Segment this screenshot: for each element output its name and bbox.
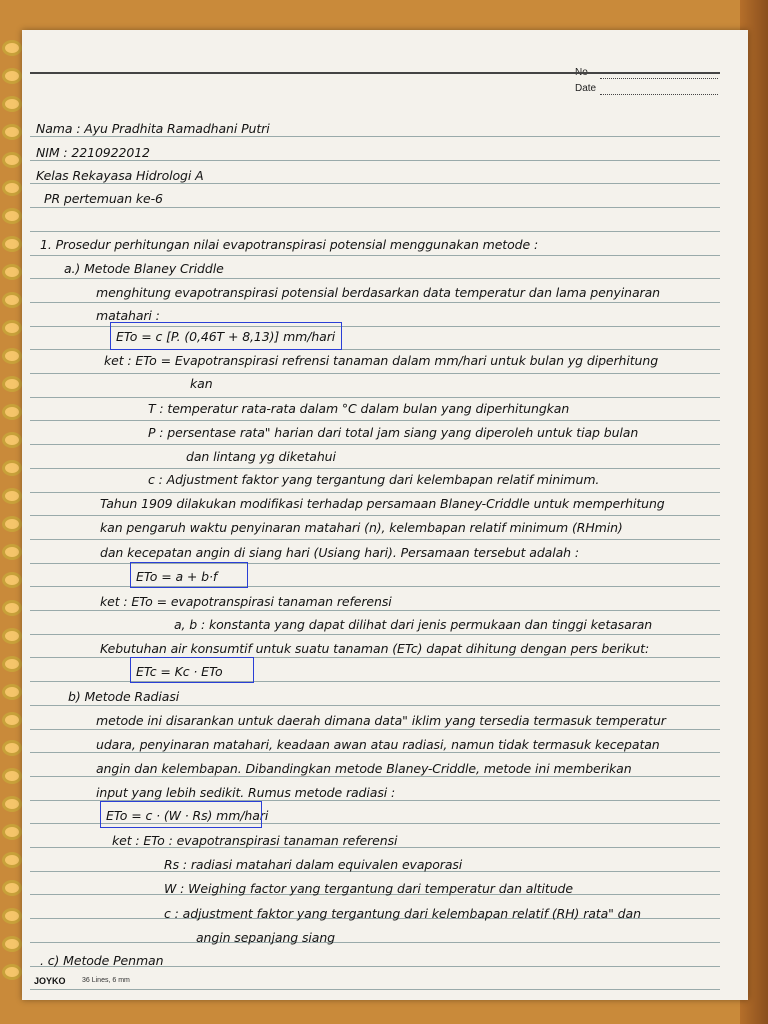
- formula-box-blaney: [110, 322, 342, 350]
- note-line: a, b : konstanta yang dapat dilihat dari jenis permukaan dan tinggi ketasaran: [174, 617, 653, 632]
- formula-modified: ETo = a + b·f: [136, 569, 218, 584]
- ruling-info: 36 Lines, 6 mm: [82, 977, 130, 984]
- brand-logo: JOYKO: [34, 976, 66, 986]
- note-line: T : temperatur rata-rata dalam °C dalam bulan yang diperhitungkan: [148, 401, 570, 416]
- spiral-coil: [2, 712, 22, 728]
- ruled-line: [30, 420, 720, 421]
- note-line: menghitung evapotranspirasi potensial berdasarkan data temperatur dan lama penyinaran: [96, 285, 660, 300]
- ruled-line: [30, 468, 720, 469]
- note-line: dan lintang yg diketahui: [186, 449, 336, 464]
- date-label: Date: [575, 83, 597, 94]
- note-line: c : Adjustment faktor yang tergantung dari kelembapan relatif minimum.: [148, 472, 600, 487]
- spiral-coil: [2, 432, 22, 448]
- ruled-line: [30, 207, 720, 208]
- formula-box-etc: [130, 657, 254, 683]
- name-line: Nama : Ayu Pradhita Ramadhani Putri: [36, 121, 270, 136]
- spiral-coil: [2, 208, 22, 224]
- ruled-line: [30, 373, 720, 374]
- spiral-coil: [2, 320, 22, 336]
- spiral-coil: [2, 796, 22, 812]
- no-field: [600, 78, 718, 79]
- spiral-coil: [2, 40, 22, 56]
- ruled-line: [30, 302, 720, 303]
- note-line: Rs : radiasi matahari dalam equivalen evaporasi: [164, 857, 463, 872]
- no-label: No: [575, 67, 588, 78]
- note-line: ket : ETo : evapotranspirasi tanaman referensi: [112, 833, 398, 848]
- note-line: kan: [190, 376, 213, 391]
- spiral-coil: [2, 348, 22, 364]
- spiral-coil: [2, 488, 22, 504]
- spiral-coil: [2, 824, 22, 840]
- spiral-coil: [2, 152, 22, 168]
- ruled-line: [30, 729, 720, 730]
- ruled-line: [30, 136, 720, 137]
- spiral-coil: [2, 852, 22, 868]
- spiral-coil: [2, 264, 22, 280]
- note-line: Tahun 1909 dilakukan modifikasi terhadap persamaan Blaney-Criddle untuk memperhitung: [100, 496, 665, 511]
- ruled-line: [30, 539, 720, 540]
- ruled-line: [30, 989, 720, 990]
- ruled-line: [30, 444, 720, 445]
- spiral-coil: [2, 68, 22, 84]
- ruled-line: [30, 752, 720, 753]
- ruled-line: [30, 492, 720, 493]
- ruled-line: [30, 255, 720, 256]
- formula-radiasi: ETo = c · (W · Rs) mm/hari: [106, 808, 269, 823]
- note-line: . c) Metode Penman: [40, 953, 164, 968]
- spiral-coil: [2, 628, 22, 644]
- formula-etc: ETc = Kc · ETo: [136, 664, 223, 679]
- note-line: ket : ETo = Evapotranspirasi refrensi tanaman dalam mm/hari untuk bulan yg diperhitung: [104, 353, 659, 368]
- note-line: matahari :: [96, 308, 160, 323]
- spiral-coil: [2, 516, 22, 532]
- note-line: dan kecepatan angin di siang hari (Usiang hari). Persamaan tersebut adalah :: [100, 545, 579, 560]
- spiral-coil: [2, 124, 22, 140]
- note-line: c : adjustment faktor yang tergantung dari kelembapan relatif (RH) rata" dan: [164, 906, 641, 921]
- spiral-coil: [2, 236, 22, 252]
- note-line: W : Weighing factor yang tergantung dari temperatur dan altitude: [164, 881, 573, 896]
- ruled-line: [30, 776, 720, 777]
- spiral-coil: [2, 936, 22, 952]
- note-line: ket : ETo = evapotranspirasi tanaman referensi: [100, 594, 392, 609]
- note-line: 1. Prosedur perhitungan nilai evapotranspirasi potensial menggunakan metode :: [40, 237, 539, 252]
- note-line: angin sepanjang siang: [196, 930, 335, 945]
- spiral-coil: [2, 656, 22, 672]
- note-line: metode ini disarankan untuk daerah dimana data" iklim yang tersedia termasuk temperatur: [96, 713, 666, 728]
- spiral-coil: [2, 376, 22, 392]
- spiral-coil: [2, 600, 22, 616]
- formula-blaney: ETo = c [P. (0,46T + 8,13)] mm/hari: [116, 329, 336, 344]
- note-line: angin dan kelembapan. Dibandingkan metode Blaney-Criddle, metode ini memberikan: [96, 761, 632, 776]
- note-line: P : persentase rata" harian dari total jam siang yang diperoleh untuk tiap bulan: [148, 425, 639, 440]
- ruled-line: [30, 183, 720, 184]
- spiral-coil: [2, 964, 22, 980]
- note-line: b) Metode Radiasi: [68, 689, 180, 704]
- note-line: kan pengaruh waktu penyinaran matahari (n), kelembapan relatif minimum (RHmin): [100, 520, 623, 535]
- ruled-line: [30, 397, 720, 398]
- ruled-line: [30, 634, 720, 635]
- note-line: a.) Metode Blaney Criddle: [64, 261, 224, 276]
- spiral-coil: [2, 460, 22, 476]
- ruled-line: [30, 231, 720, 232]
- ruled-line: [30, 278, 720, 279]
- nim-line: NIM : 2210922012: [36, 145, 150, 160]
- note-line: udara, penyinaran matahari, keadaan awan atau radiasi, namun tidak termasuk kecepatan: [96, 737, 660, 752]
- header-rule: [30, 72, 720, 74]
- date-field: [600, 94, 718, 95]
- spiral-coil: [2, 292, 22, 308]
- ruled-line: [30, 942, 720, 943]
- spiral-coil: [2, 740, 22, 756]
- spiral-coil: [2, 684, 22, 700]
- class-line: Kelas Rekayasa Hidrologi A: [36, 168, 204, 183]
- ruled-line: [30, 610, 720, 611]
- spiral-coil: [2, 544, 22, 560]
- note-line: Kebutuhan air konsumtif untuk suatu tanaman (ETc) dapat dihitung dengan pers berikut:: [100, 641, 650, 656]
- ruled-line: [30, 705, 720, 706]
- spiral-coil: [2, 180, 22, 196]
- formula-box-radiasi: [100, 801, 262, 828]
- spiral-coil: [2, 572, 22, 588]
- spiral-coil: [2, 404, 22, 420]
- spiral-coil: [2, 880, 22, 896]
- spiral-coil: [2, 96, 22, 112]
- formula-box-modified: [130, 562, 248, 588]
- spiral-coil: [2, 908, 22, 924]
- spiral-coil: [2, 768, 22, 784]
- ruled-line: [30, 515, 720, 516]
- note-line: input yang lebih sedikit. Rumus metode radiasi :: [96, 785, 396, 800]
- pr-line: PR pertemuan ke-6: [44, 191, 163, 206]
